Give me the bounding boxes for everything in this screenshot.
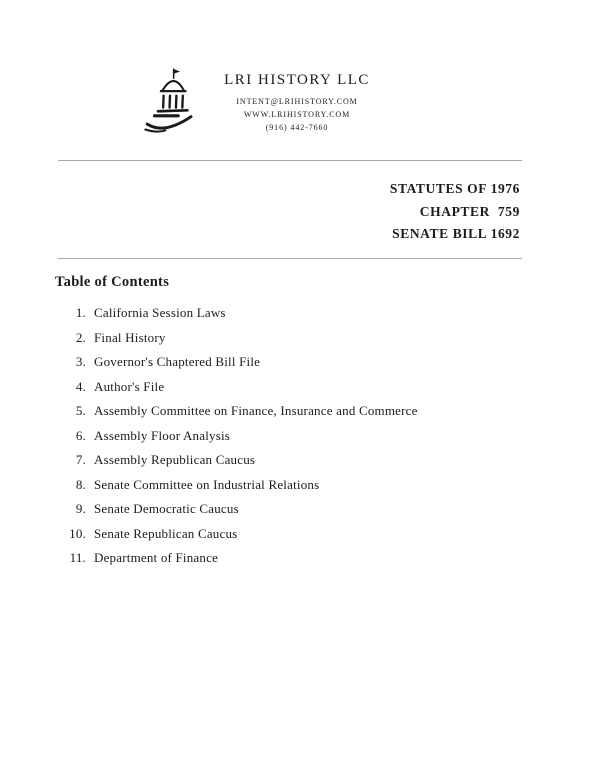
chapter-line: CHAPTER 759 bbox=[419, 203, 520, 219]
toc-item-number: 10. bbox=[69, 525, 86, 541]
toc-item-number: 5. bbox=[75, 403, 86, 418]
senate-bill-line: SENATE BILL 1692 bbox=[392, 226, 520, 241]
toc-item-number: 7. bbox=[75, 452, 86, 467]
toc-item bbox=[62, 331, 418, 345]
toc-item bbox=[62, 453, 418, 467]
toc-item bbox=[62, 380, 418, 394]
toc-item-number: 9. bbox=[75, 501, 86, 516]
toc-item bbox=[62, 527, 418, 541]
toc-list bbox=[62, 306, 418, 565]
toc-item bbox=[62, 355, 418, 369]
toc-item-number: 1. bbox=[75, 305, 86, 320]
toc-item-number: 3. bbox=[75, 354, 86, 369]
toc-item-number: 8. bbox=[75, 476, 86, 492]
toc-item-number: 2. bbox=[75, 329, 86, 345]
document-info bbox=[390, 178, 520, 246]
toc-item-label: California Session Laws bbox=[94, 305, 226, 320]
company-phone: (916) 442-7660 bbox=[265, 123, 329, 132]
toc-item-label: Assembly Committee on Finance, Insurance and Commerce bbox=[94, 403, 418, 418]
capitol-logo-icon bbox=[138, 64, 202, 142]
toc-item-label: Author's File bbox=[94, 378, 165, 394]
toc-item bbox=[62, 551, 418, 565]
toc-item-number: 11. bbox=[69, 550, 86, 565]
company-email: INTENT@LRIHISTORY.COM bbox=[236, 97, 358, 106]
toc-item-label: Senate Republican Caucus bbox=[94, 525, 238, 541]
toc-item-label: Senate Committee on Industrial Relations bbox=[94, 476, 320, 492]
toc-item bbox=[62, 306, 418, 320]
statutes-line: STATUTES OF 1976 bbox=[389, 181, 520, 196]
letterhead bbox=[213, 72, 381, 134]
toc-item-label: Assembly Floor Analysis bbox=[94, 427, 231, 443]
toc-item bbox=[62, 429, 418, 443]
company-website: WWW.LRIHISTORY.COM bbox=[243, 110, 351, 119]
toc-item-label: Governor's Chaptered Bill File bbox=[94, 354, 261, 369]
toc-item-number: 4. bbox=[75, 378, 86, 394]
toc-item-label: Department of Finance bbox=[94, 550, 219, 565]
toc-item-label: Final History bbox=[94, 329, 166, 345]
toc-item bbox=[62, 404, 418, 418]
company-name: LRI HISTORY LLC bbox=[224, 72, 370, 88]
toc-title: Table of Contents bbox=[55, 274, 170, 290]
divider-bottom bbox=[58, 258, 522, 259]
divider-top bbox=[58, 160, 522, 161]
toc-item-number: 6. bbox=[75, 427, 86, 443]
toc-item-label: Senate Democratic Caucus bbox=[94, 501, 239, 516]
toc-item-label: Assembly Republican Caucus bbox=[94, 452, 256, 467]
toc-item bbox=[62, 502, 418, 516]
toc-item bbox=[62, 478, 418, 492]
